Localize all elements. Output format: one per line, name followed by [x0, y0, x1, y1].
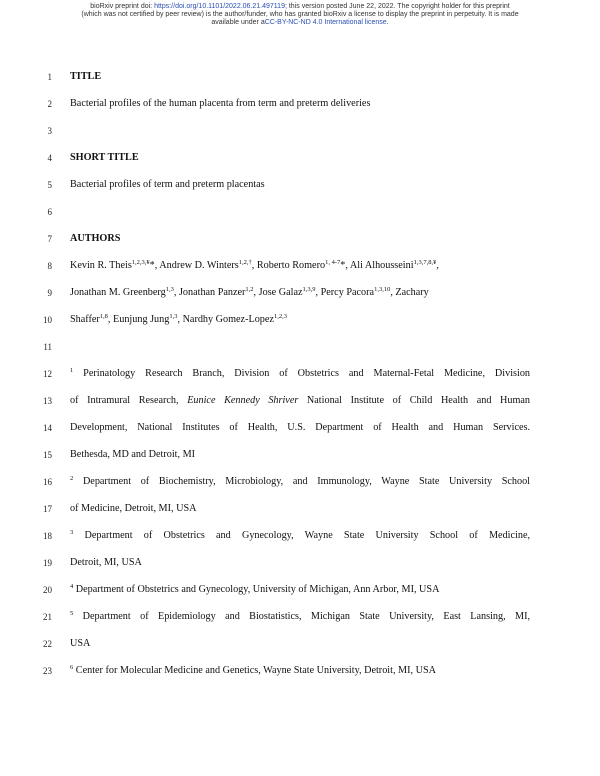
manuscript-line [0, 310, 600, 330]
line-number: 18 [43, 531, 52, 541]
author-affiliation: 1,3 [169, 313, 178, 320]
preprint-header [0, 3, 600, 28]
line-number: 20 [43, 585, 52, 595]
manuscript-line [0, 580, 600, 600]
line-number: 2 [47, 99, 52, 109]
author-list-line: Jonathan M. Greenberg$^{1,3}$, Jonathan Panzer$^{1,2}$, Jose Galaz$^{1,3,9}$, Percy Pacora$^{1,3,10}$, Zachary [70, 286, 429, 298]
author-affiliation: 1,3,7,8,¥ [413, 259, 437, 266]
manuscript-line [0, 148, 600, 168]
line-number: 4 [47, 153, 52, 163]
header-line-2: (which was not certified by peer review) is the author/funder, who has granted bioRxiv a license to display the preprint in perpetuity. It is made [81, 11, 519, 19]
manuscript-line [0, 661, 600, 681]
manuscript-line [0, 499, 600, 519]
header-line-3: available under aCC-BY-NC-ND 4.0 International license. [211, 19, 389, 27]
affiliation-text: Bethesda, MD and Detroit, MI [70, 449, 196, 460]
line-number: 15 [43, 450, 52, 460]
author-name: Zachary [395, 287, 429, 298]
affiliation-number: 4 [70, 583, 74, 590]
manuscript-line [0, 391, 600, 411]
affiliation-text: of Intramural Research, Eunice Kennedy Shriver National Institute of Child Health and Human [70, 395, 531, 406]
line-number: 12 [43, 369, 52, 379]
license-link[interactable]: CC-BY-NC-ND 4.0 International license [264, 19, 387, 27]
line-number: 3 [47, 126, 52, 136]
manuscript-line [0, 256, 600, 276]
manuscript-line [0, 94, 600, 114]
author-name: Jonathan M. Greenberg [70, 287, 166, 298]
affiliation-text: of Medicine, Detroit, MI, USA [70, 503, 197, 514]
line-number: 14 [43, 423, 52, 433]
affiliation-number: 2 [70, 475, 74, 482]
short-title-text: Bacterial profiles of term and preterm placentas [70, 179, 265, 190]
line-number: 23 [43, 666, 52, 676]
manuscript-line [0, 175, 600, 195]
author-name: Shaffer [70, 314, 100, 325]
affiliation-text: $^6$ Center for Molecular Medicine and Genetics, Wayne State University, Detroit, MI, USA [70, 664, 436, 676]
line-number: 9 [47, 288, 52, 298]
author-list-line: Kevin R. Theis$^{1,2,3,¥}$*, Andrew D. Winters$^{1,2,\dagger}$, Roberto Romero$^{1, 4-7}$*, Ali Alhousseini$^{1,3,7,8,¥}$, [70, 259, 439, 271]
author-name: Jonathan Panzer [178, 287, 246, 298]
author-affiliation: 1,3 [165, 286, 174, 293]
author-affiliation: 1,2 [245, 286, 254, 293]
line-number: 10 [43, 315, 52, 325]
manuscript-line [0, 283, 600, 303]
author-list-line: Shaffer$^{1,8}$, Eunjung Jung$^{1,3}$, Nardhy Gomez-Lopez$^{1,2,3}$ [70, 313, 287, 325]
line-number: 13 [43, 396, 52, 406]
author-name: Percy Pacora [320, 287, 375, 298]
author-affiliation: 1,2,3 [273, 313, 287, 320]
affiliation-text: $^3$ Department of Obstetrics and Gynecology, Wayne State University School of Medicine, [70, 529, 531, 541]
author-affiliation: 1,3,10 [374, 286, 391, 293]
affiliation-text: $^5$ Department of Epidemiology and Biostatistics, Michigan State University, East Lansing, MI, [70, 610, 531, 622]
affiliation-number: 1 [70, 367, 74, 374]
manuscript-line [0, 202, 600, 222]
line-number: 16 [43, 477, 52, 487]
author-affiliation: 1,8 [99, 313, 108, 320]
corresponding-mark: * [149, 260, 155, 271]
manuscript-line [0, 472, 600, 492]
line-number: 11 [43, 342, 52, 352]
affiliation-text: $^4$ Department of Obstetrics and Gynecology, University of Michigan, Ann Arbor, MI, USA [70, 583, 440, 595]
corresponding-mark: * [340, 260, 346, 271]
line-number: 17 [43, 504, 52, 514]
line-number: 7 [47, 234, 52, 244]
author-name: Ali Alhousseini [349, 260, 414, 271]
short-title-heading: SHORT TITLE [70, 152, 139, 163]
affiliation-text: $^2$ Department of Biochemistry, Microbiology, and Immunology, Wayne State University School [70, 475, 531, 487]
manuscript-line [0, 364, 600, 384]
affiliation-text: USA [70, 638, 91, 649]
line-number: 5 [47, 180, 52, 190]
affiliation-text: $^1$ Perinatology Research Branch, Division of Obstetrics and Maternal-Fetal Medicine, Division [70, 367, 531, 379]
line-number: 1 [47, 72, 52, 82]
manuscript-line [0, 121, 600, 141]
author-name: Andrew D. Winters [159, 260, 239, 271]
manuscript-line [0, 67, 600, 87]
affiliation-text: Detroit, MI, USA [70, 557, 142, 568]
institute-name-italic: Eunice Kennedy Shriver [187, 395, 299, 406]
affiliation-number: 5 [70, 610, 74, 617]
author-affiliation: 1,2,† [238, 259, 252, 266]
line-number: 21 [43, 612, 52, 622]
author-name: Eunjung Jung [113, 314, 170, 325]
manuscript-line [0, 337, 600, 357]
author-affiliation: 1,3,9 [302, 286, 316, 293]
manuscript-line [0, 607, 600, 627]
author-name: Nardhy Gomez-Lopez [182, 314, 274, 325]
manuscript-line [0, 553, 600, 573]
author-name: Roberto Romero [256, 260, 326, 271]
line-number: 19 [43, 558, 52, 568]
author-affiliation: 1, 4-7 [325, 259, 341, 266]
header-line-1: bioRxiv preprint doi: https://doi.org/10.1101/2022.06.21.497119; this version posted June 22, 2022. The copyright holder for this preprint [90, 3, 510, 10]
manuscript-line [0, 229, 600, 249]
author-name: Jose Galaz [258, 287, 303, 298]
title-text: Bacterial profiles of the human placenta from term and preterm deliveries [70, 98, 371, 109]
manuscript-line [0, 634, 600, 654]
line-number: 6 [47, 207, 52, 217]
authors-heading: AUTHORS [70, 233, 121, 244]
author-affiliation: 1,2,3,¥ [131, 259, 150, 266]
manuscript-line [0, 445, 600, 465]
title-heading: TITLE [70, 71, 102, 82]
manuscript-line [0, 418, 600, 438]
manuscript-line [0, 526, 600, 546]
line-number: 22 [43, 639, 52, 649]
doi-link[interactable]: https://doi.org/10.1101/2022.06.21.497119 [154, 3, 285, 10]
affiliation-text: Development, National Institutes of Health, U.S. Department of Health and Human Services. [70, 422, 530, 433]
affiliation-number: 3 [70, 529, 74, 536]
author-name: Kevin R. Theis [70, 260, 132, 271]
line-number: 8 [47, 261, 52, 271]
affiliation-number: 6 [70, 664, 74, 671]
